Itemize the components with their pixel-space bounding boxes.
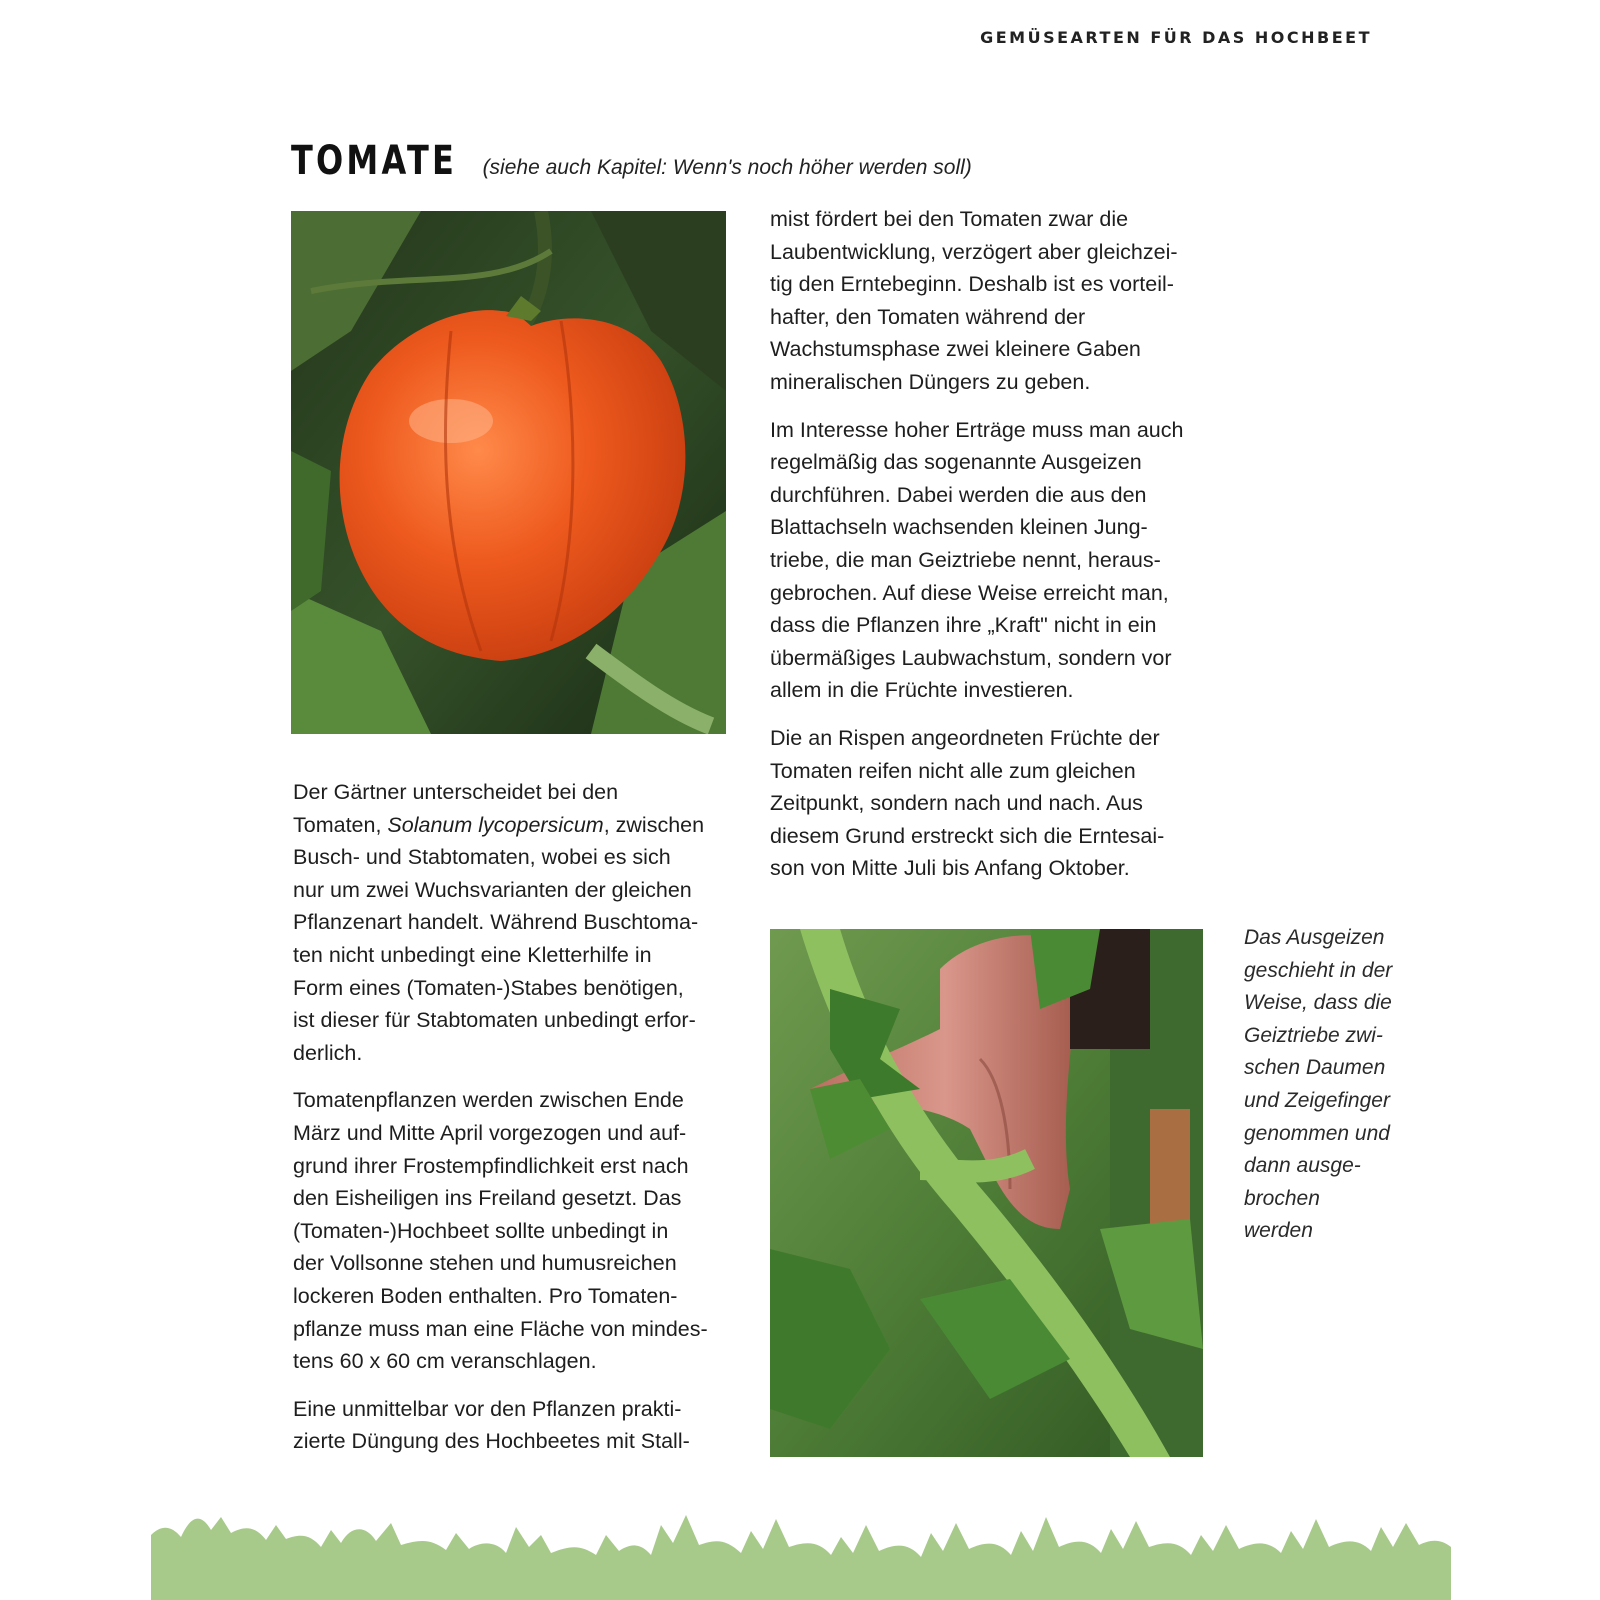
section-heading	[291, 138, 972, 184]
text-line: pflanze muss man eine Fläche von mindes-	[293, 1316, 708, 1341]
caption-line: Weise, dass die	[1244, 991, 1392, 1015]
caption-line: dann ausge-	[1244, 1154, 1361, 1178]
text-line: Laubentwicklung, verzögert aber gleichzei-	[770, 239, 1178, 264]
text-line: hafter, den Tomaten während der	[770, 304, 1086, 329]
caption-line: werden	[1244, 1219, 1313, 1243]
text-line: allem in die Früchte investieren.	[770, 678, 1074, 703]
caption-line: brochen	[1244, 1186, 1320, 1210]
text-line: März und Mitte April vorgezogen und auf-	[293, 1120, 687, 1145]
text-line: regelmäßig das sogenannte Ausgeizen	[770, 450, 1142, 475]
left-text-column	[293, 776, 733, 1473]
text-line: Die an Rispen angeordneten Früchte der	[770, 725, 1160, 750]
caption-line: Das Ausgeizen	[1244, 926, 1385, 949]
text-line: durchführen. Dabei werden die aus den	[770, 482, 1147, 507]
text-line: ten nicht unbedingt eine Kletterhilfe in	[293, 942, 652, 967]
text-line: Wachstumsphase zwei kleinere Gaben	[770, 337, 1141, 362]
text-line: Tomatenpflanzen werden zwischen Ende	[293, 1088, 684, 1113]
text-fragment: , zwischen	[603, 812, 705, 837]
caption-line: genommen und	[1244, 1121, 1390, 1145]
text-line: Tomaten reifen nicht alle zum gleichen	[770, 758, 1136, 783]
text-line: diesem Grund erstreckt sich die Erntesai-	[770, 823, 1165, 848]
text-line: gebrochen. Auf diese Weise erreicht man,	[770, 580, 1169, 605]
paragraph	[293, 1084, 733, 1377]
text-line: lockeren Boden enthalten. Pro Tomaten-	[293, 1283, 678, 1308]
caption-line: Geiztriebe zwi-	[1244, 1023, 1383, 1047]
botanical-name: Solanum lycopersicum	[387, 812, 604, 837]
caption-line: schen Daumen	[1244, 1056, 1386, 1080]
page-subtitle: (siehe auch Kapitel: Wenn's noch höher werden soll)	[482, 156, 972, 179]
paragraph	[770, 414, 1210, 707]
text-line: Blattachseln wachsenden kleinen Jung-	[770, 515, 1148, 540]
paragraph	[770, 203, 1210, 399]
paragraph	[770, 722, 1210, 885]
paragraph	[293, 1393, 733, 1458]
text-line: Der Gärtner unterscheidet bei den	[293, 780, 619, 804]
text-line: zierte Düngung des Hochbeetes mit Stall-	[293, 1429, 690, 1454]
text-line: triebe, die man Geiztriebe nennt, heraus-	[770, 547, 1161, 572]
text-line: tens 60 x 60 cm veranschlagen.	[293, 1349, 597, 1374]
text-line: Busch- und Stabtomaten, wobei es sich	[293, 845, 671, 870]
text-line: dass die Pflanzen ihre „Kraft" nicht in ein	[770, 613, 1157, 638]
caption-line: geschieht in der	[1244, 958, 1393, 982]
text-line: (Tomaten-)Hochbeet sollte unbedingt in	[293, 1218, 669, 1243]
right-text-column	[770, 203, 1210, 900]
page-title: TOMATE	[291, 138, 458, 184]
paragraph	[293, 776, 733, 1069]
text-line: derlich.	[293, 1040, 363, 1065]
text-line: ist dieser für Stabtomaten unbedingt erfor-	[293, 1008, 696, 1033]
tomato-photo	[291, 211, 726, 734]
text-line: Form eines (Tomaten-)Stabes benötigen,	[293, 975, 684, 1000]
text-line: Pflanzenart handelt. Während Buschtoma-	[293, 910, 699, 935]
pruning-photo	[770, 929, 1203, 1457]
text-line: der Vollsonne stehen und humusreichen	[293, 1251, 677, 1276]
text-line: Zeitpunkt, sondern nach und nach. Aus	[770, 791, 1143, 816]
text-fragment: Tomaten,	[293, 812, 388, 837]
running-head: GEMÜSEARTEN FÜR DAS HOCHBEET	[980, 28, 1372, 47]
text-line: son von Mitte Juli bis Anfang Oktober.	[770, 856, 1130, 881]
text-line: den Eisheiligen ins Freiland gesetzt. Das	[293, 1186, 682, 1211]
photo-caption	[1244, 922, 1414, 1248]
caption-line: und Zeigefinger	[1244, 1088, 1390, 1112]
text-line: nur um zwei Wuchsvarianten der gleichen	[293, 877, 692, 902]
text-line: mist fördert bei den Tomaten zwar die	[770, 207, 1129, 231]
text-line: Eine unmittelbar vor den Pflanzen prakti-	[293, 1396, 682, 1421]
text-line: Im Interesse hoher Erträge muss man auch	[770, 417, 1184, 442]
garden-silhouette-footer	[151, 1495, 1451, 1600]
text-line: tig den Erntebeginn. Deshalb ist es vorteil-	[770, 272, 1174, 297]
text-line: mineralischen Düngers zu geben.	[770, 369, 1091, 394]
text-line: übermäßiges Laubwachstum, sondern vor	[770, 645, 1172, 670]
text-line	[293, 809, 733, 842]
text-line: grund ihrer Frostempfindlichkeit erst nach	[293, 1153, 689, 1178]
